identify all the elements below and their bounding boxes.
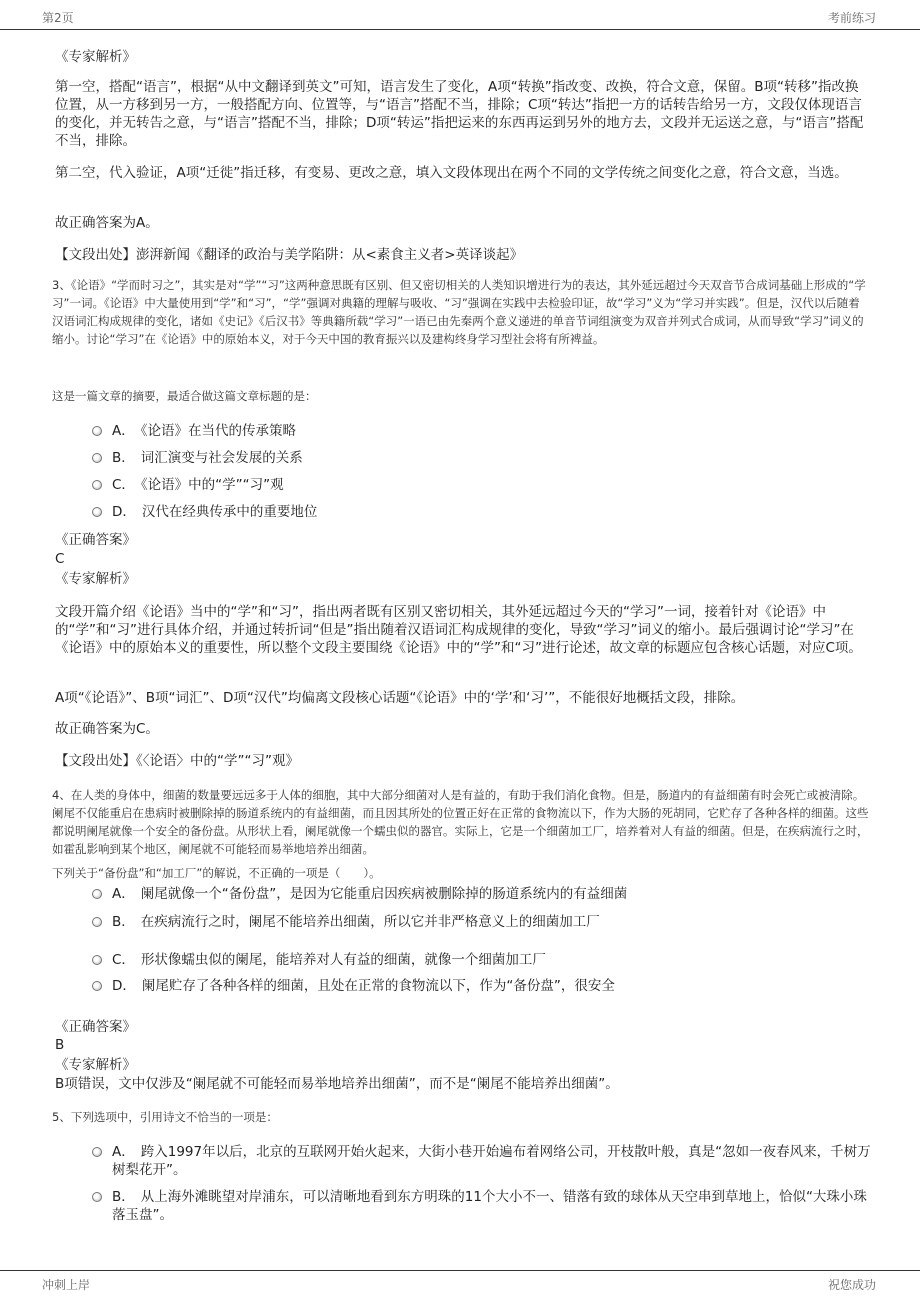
q4-analysis-para1: B项错误，文中仅涉及“阑尾就不可能轻而易举地培养出细菌”，而不是“阑尾不能培养出细菌”。 — [55, 1076, 619, 1092]
q3-source: 【文段出处】《〈论语〉中的“学”“习”观》 — [55, 753, 299, 769]
q3-answer-label: 《正确答案》 — [55, 532, 136, 548]
q3-analysis-para2: A项“《论语》”、B项“词汇”、D项“汉代”均偏离文段核心话题“《论语》中的‘学’和‘习’”，不能很好地概括文段，排除。 — [55, 690, 745, 706]
q3-option-a[interactable]: A． 《论语》在当代的传承策略 — [92, 422, 872, 440]
q3-expert-label: 《专家解析》 — [55, 571, 136, 587]
radio-icon[interactable] — [92, 507, 102, 517]
radio-icon[interactable] — [92, 981, 102, 991]
footer-right: 祝您成功 — [827, 1278, 876, 1292]
q3-answer: C — [55, 551, 65, 567]
q2-conclusion: 故正确答案为A。 — [55, 215, 159, 231]
radio-icon[interactable] — [92, 426, 102, 436]
q4-option-c[interactable]: C． 形状像蠕虫似的阑尾，能培养对人有益的细菌，就像一个细菌加工厂 — [92, 951, 872, 969]
radio-icon[interactable] — [92, 453, 102, 463]
q4-answer: B — [55, 1037, 65, 1053]
header-tag: 考前练习 — [827, 11, 876, 25]
q3-option-c[interactable]: C． 《论语》中的“学”“习”观 — [92, 476, 872, 494]
page-number: 第2页 — [42, 11, 74, 25]
q2-analysis-para1: 第一空，搭配“语言”，根据“从中文翻译到英文”可知，语言发生了变化，A项“转换”指改变、改换，符合文意，保留。B项“转移”指改换位置，从一方移到另一方，一般搭配方向、位置等，与“语言”搭配不当，排除；C项“转达”指把一方的话转告给另一方，文段仅体现语言的变化，并无转告之意，与“语言”搭配不当，排除；D项“转运”指把运来的东西再运到另外的地方去，文段并无运送之意，与“语言”搭配不当，排除。 — [55, 79, 864, 149]
q4-question: 下列关于“备份盘”和“加工厂”的解说，不正确的一项是（ ）。 — [52, 866, 381, 880]
radio-icon[interactable] — [92, 1147, 102, 1157]
page-header — [0, 0, 920, 30]
q5-question: 5、下列选项中，引用诗文不恰当的一项是： — [52, 1110, 278, 1124]
q2-expert-label: 《专家解析》 — [55, 49, 136, 65]
radio-icon[interactable] — [92, 955, 102, 965]
q4-option-a[interactable]: A． 阑尾就像一个“备份盘”，是因为它能重启因疾病被删除掉的肠道系统内的有益细菌 — [92, 885, 872, 903]
q3-option-b[interactable]: B． 词汇演变与社会发展的关系 — [92, 449, 872, 467]
q4-stem: 4、在人类的身体中，细菌的数量要远远多于人体的细胞，其中大部分细菌对人是有益的，有助于我们消化食物。但是，肠道内的有益细菌有时会死亡或被清除。阑尾不仅能重启在患病时被删除掉的肠道系统内的有益细菌，而且因其所处的位置正好在正常的食物流以下，作为大肠的死胡同，它贮存了各种各样的细菌。这些都说明阑尾就像一个安全的备份盘。从形状上看，阑尾就像一个蠕虫似的器官。实际上，它是一个细菌加工厂，培养着对人有益的细菌。但是，在疾病流行之时，如霍乱影响到某个地区，阑尾就不可能轻而易举地培养出细菌。 — [52, 788, 869, 856]
radio-icon[interactable] — [92, 480, 102, 490]
q2-source: 【文段出处】澎湃新闻《翻译的政治与美学陷阱：从<素食主义者>英译谈起》 — [55, 247, 524, 263]
radio-icon[interactable] — [92, 889, 102, 899]
q3-conclusion: 故正确答案为C。 — [55, 721, 159, 737]
q3-question: 这是一篇文章的摘要，最适合做这篇文章标题的是： — [52, 389, 317, 403]
radio-icon[interactable] — [92, 1192, 102, 1202]
q3-option-d[interactable]: D． 汉代在经典传承中的重要地位 — [92, 503, 872, 521]
q5-option-a[interactable]: A． 跨入1997年以后，北京的互联网开始火起来，大街小巷开始遍布着网络公司，开枝散叶般，真是“忽如一夜春风来，千树万树梨花开”。 — [92, 1143, 872, 1179]
q4-option-d[interactable]: D． 阑尾贮存了各种各样的细菌，且处在正常的食物流以下，作为“备份盘”，很安全 — [92, 977, 872, 995]
page-footer — [0, 1270, 920, 1302]
q3-analysis-para1: 文段开篇介绍《论语》当中的“学”和“习”，指出两者既有区别又密切相关，其外延远超过今天的“学习”一词，接着针对《论语》中的“学”和“习”进行具体介绍，并通过转折词“但是”指出随着汉语词汇构成规律的变化，导致“学习”词义的缩小。最后强调讨论“学习”在《论语》中的原始本义的重要性，所以整个文段主要围绕《论语》中的“学”和“习”进行论述，故文章的标题应包含核心话题，对应C项。 — [55, 604, 862, 656]
footer-left: 冲刺上岸 — [42, 1278, 91, 1292]
radio-icon[interactable] — [92, 917, 102, 927]
q5-option-b[interactable]: B． 从上海外滩眺望对岸浦东，可以清晰地看到东方明珠的11个大小不一、错落有致的球体从天空串到草地上，恰似“大珠小珠落玉盘”。 — [92, 1188, 872, 1224]
q4-option-b[interactable]: B． 在疾病流行之时，阑尾不能培养出细菌，所以它并非严格意义上的细菌加工厂 — [92, 913, 872, 931]
q4-expert-label: 《专家解析》 — [55, 1057, 136, 1073]
q2-analysis-para2: 第二空，代入验证，A项“迁徙”指迁移，有变易、更改之意，填入文段体现出在两个不同的文学传统之间变化之意，符合文意，当选。 — [55, 165, 848, 181]
q3-stem: 3、《论语》“学而时习之”，其实是对“学”“习”这两种意思既有区别、但又密切相关的人类知识增进行为的表达，其外延远超过今天双音节合成词基础上形成的“学习”一词。《论语》中大量使用到“学”和“习”，“学”强调对典籍的理解与吸收、“习”强调在实践中去检验印证，故“学习”义为“学习并实践”。但是，汉代以后随着汉语词汇构成规律的变化，诸如《史记》《后汉书》等典籍所载“学习”一语已由先秦两个意义递进的单音节词组演变为双音并列式合成词，从而导致“学习”词义的缩小。讨论“学习”在《论语》中的原始本义，对于今天中国的教育振兴以及建构终身学习型社会将有所裨益。 — [52, 278, 866, 346]
q4-answer-label: 《正确答案》 — [55, 1019, 136, 1035]
